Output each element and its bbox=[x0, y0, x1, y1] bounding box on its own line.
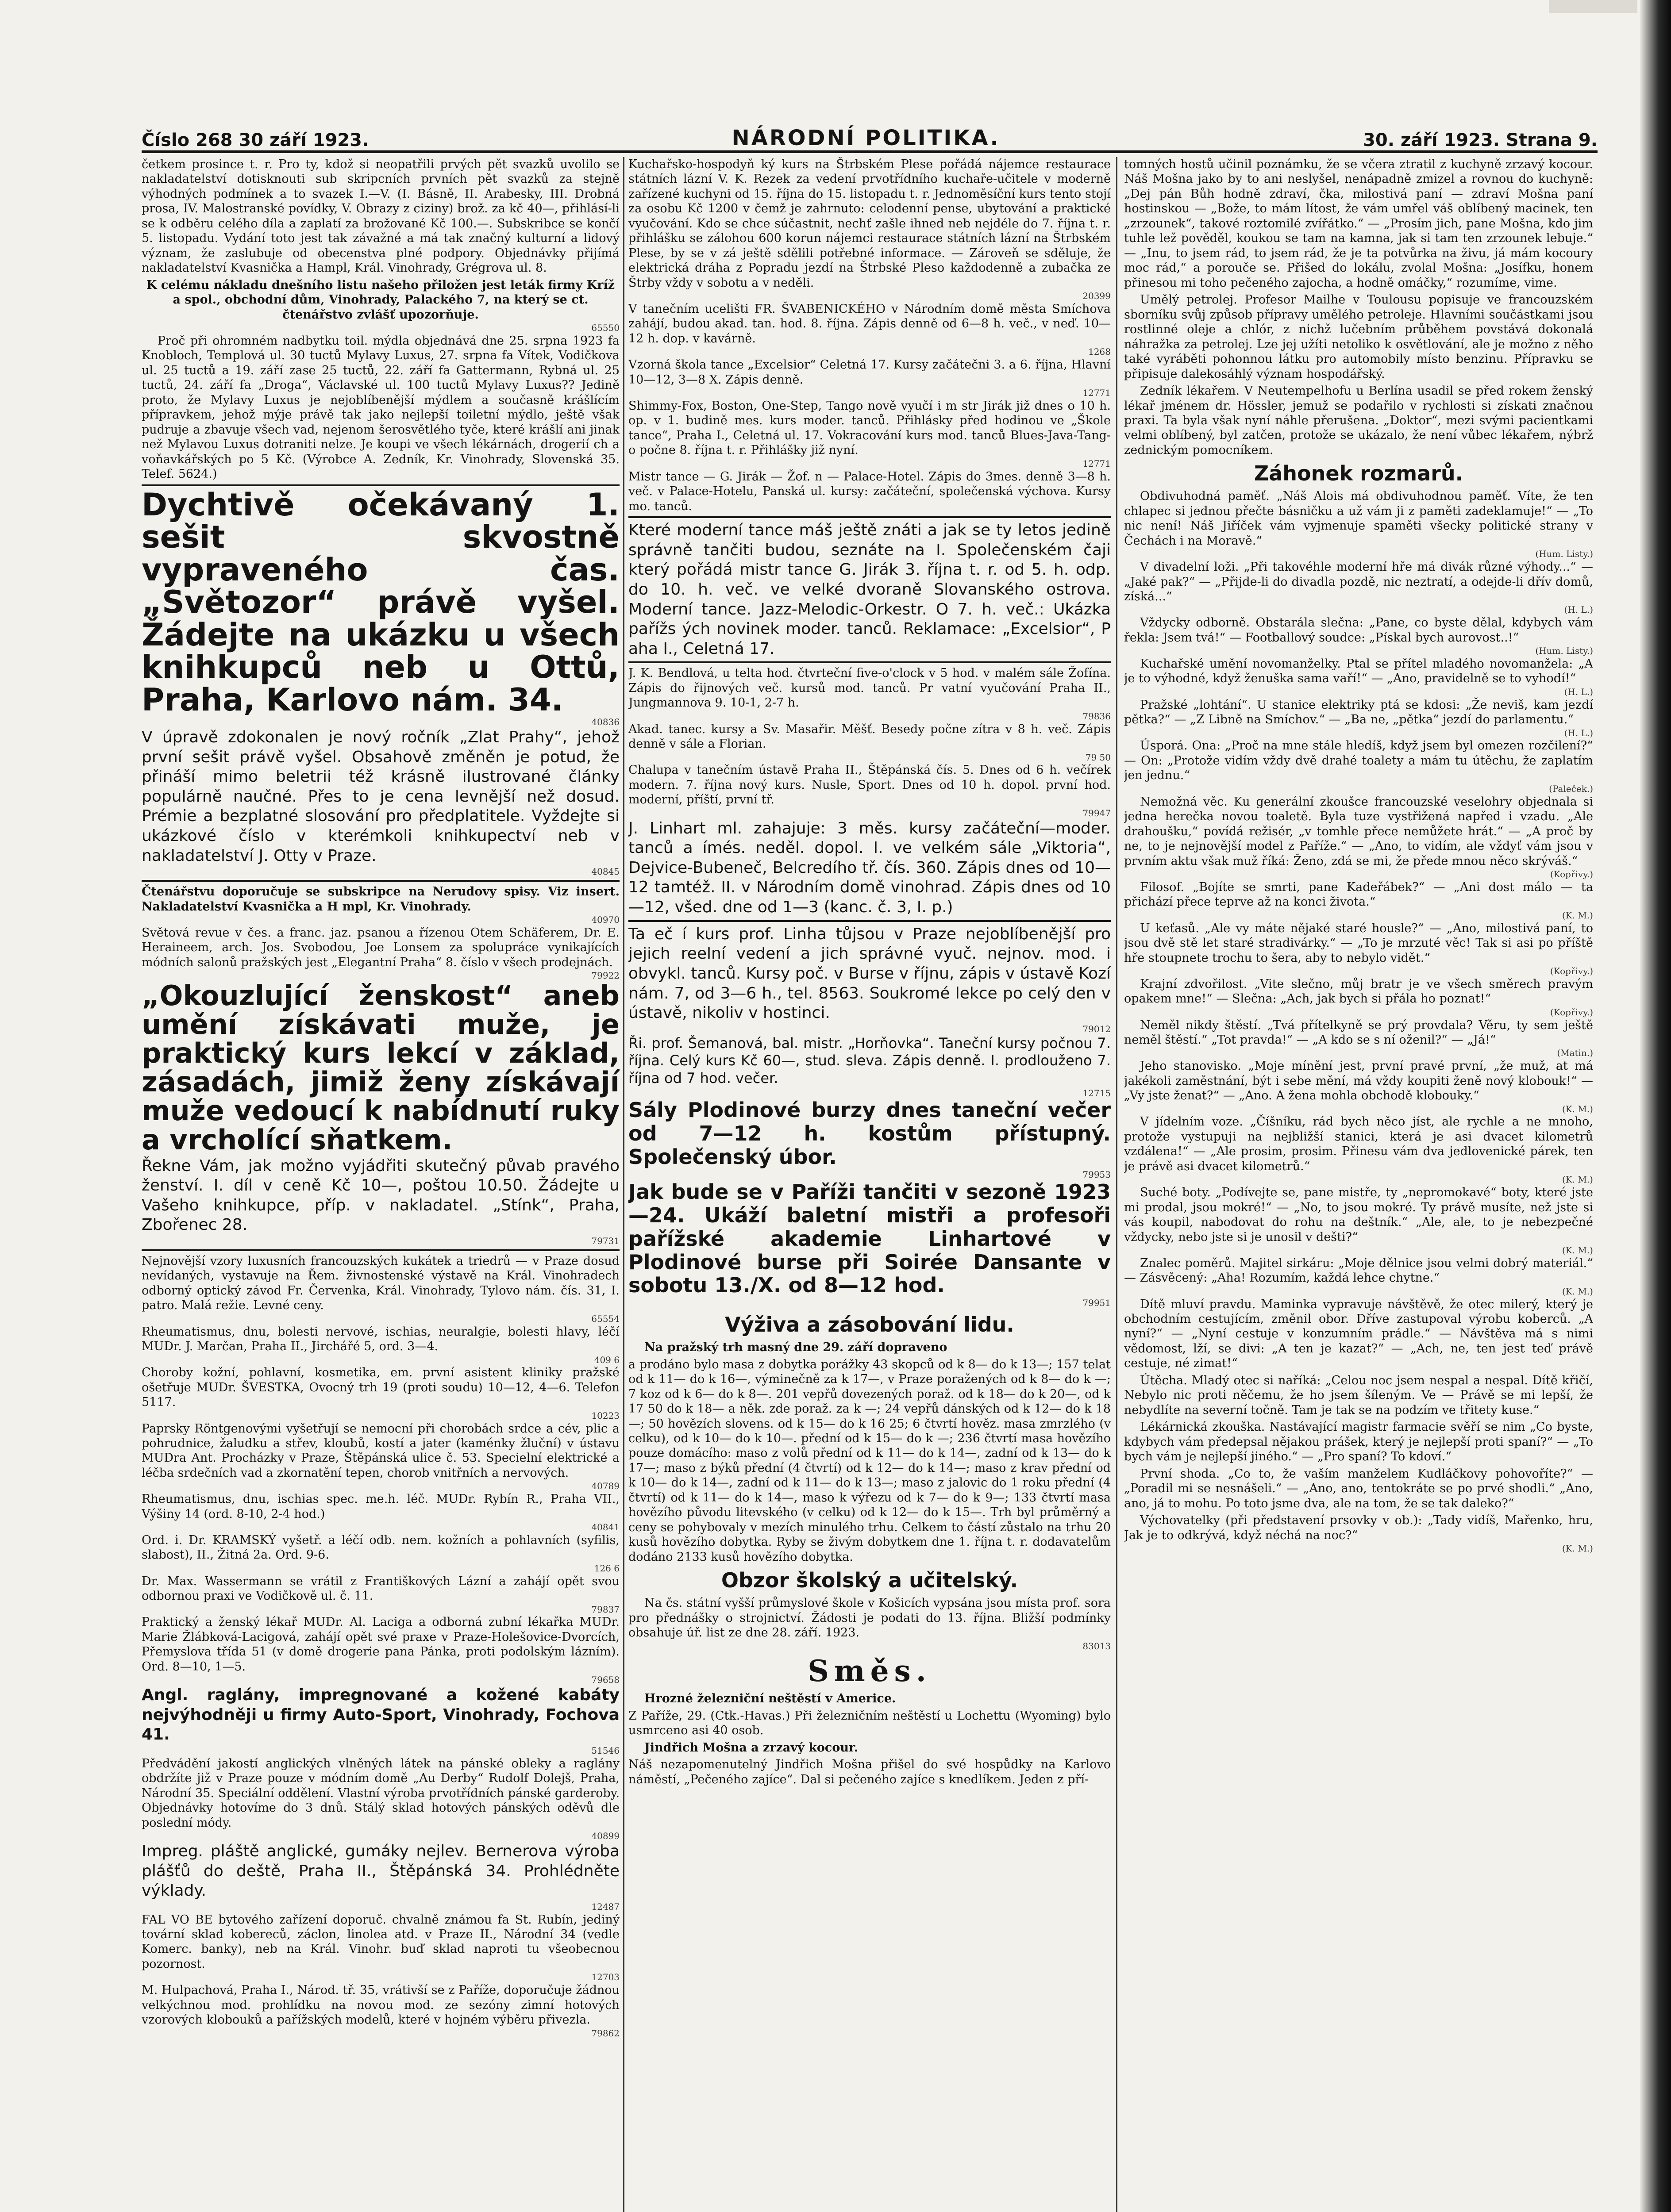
article-body-trh: a prodáno bylo masa z dobytka porážky 43 skopců od k 8— do k 13—; 157 telat od k 11— do k 16—, výminečně za k 17—, v Praze poražených od k 8— do k —; 7 koz od k 6— do k 8—. 201 vepřů dovezených poraž. od k 18— do k 20—, od k 17 50 do k 18— a něk. zde poraž. za k —; 24 vepřů dánských od k 12— do k 18—; 50 hovězích slovens. od k 15— do k 16 25; 6 čtvrtí hověz. masa zmrzlého (v celku), od k 10— do k 10—. přední od k 15— do k —; 236 čtvrtí masa hovězího pouze domácího: maso z volů přední od k 11— do k 14—, zadní od k 13— do k 17—; maso z býků přední (4 čtvrtí) od k 12— do k 14—; maso z krav přední od k 10— do k 14—, zadní od k 11— do k 13—; maso z jalovic do 1 roku přední (4 čtvrtí) od k 11— do k 14—, maso k výřezu od k 7— do k 9—; 133 čtvrtí masa hovězího původu litevského (v celku) od k 12— do k 15—. Trh byl průměrný a ceny se pohybovaly v mezích minulého trhu. Celkem to částí zůstalo na trhu 20 kusů hovězího dobytka. Ryby se živým dobytkem dne 1. října t. r. dodavatelům dodáno 2133 kusů hovězího dobytka. bbox=[628, 1357, 1111, 1564]
page-date: 30. září 1923. Strana 9. bbox=[1363, 130, 1598, 150]
ad-okouzlujici-body: Řekne Vám, jak možno vyjádřiti skutečný půvab pravého ženství. I. díl v ceně Kč 10—, poštou 10.50. Žádejte u Vašeho knihkupce, příp. v nakladatel. „Stínk“, Praha, Zbořenec 28. bbox=[142, 1156, 620, 1234]
section-heading-zahonek: Záhonek rozmarů. bbox=[1254, 461, 1463, 486]
issue-number: Číslo 268 30 září 1923. bbox=[142, 130, 369, 150]
ad-code: 65550 bbox=[591, 323, 620, 334]
joke-source: (K. M.) bbox=[1562, 1103, 1593, 1114]
joke-source: (K. M.) bbox=[1562, 1174, 1593, 1185]
article-petrolej: Umělý petrolej. Profesor Mailhe v Toulousu popisuje ve francouzském sborníku svůj způsob přípravy umělého petroleje. Hlavními součástkami jsou rostlinné oleje a chlór, z nichž lučebním průběhem povstává dokonalá náhražka za petrolej. Lze jej užíti netoliko k osvětlování, ale je možno z něho také vyráběti pohonnou látku pro automobily místo benzinu. Přípravku se připisuje dalekosáhlý význam hospodářský. bbox=[1124, 293, 1593, 381]
joke-source: (Kopřivy.) bbox=[1550, 869, 1593, 880]
ad-code: 1268 bbox=[1088, 346, 1111, 357]
divider bbox=[142, 1249, 620, 1251]
article-title-trh: Na pražský trh masný dne 29. září dopraveno bbox=[644, 1340, 947, 1355]
article-title-nestesti: Hrozné železniční neštěstí v Americe. bbox=[644, 1692, 896, 1706]
joke-nemozna: Nemožná věc. Ku generální zkoušce francouzské veselohry objednala si jedna herečka novou toaletě. Byla tuze vystřižená napřed i vzadu. „Ale drahoušku,“ povídá režisér, „v tomhle přece nemůžete hrát.“ — „A proč by ne, to je nejnovější model z Paříže.“ — „Ano, to vidím, ale vždyť vám jsou v prvním aktu však muž říká: Ženo, zdá se mi, že přede mnou něco skrýváš.“ bbox=[1124, 795, 1593, 868]
section-heading-vyziva: Výživa a zásobování lidu. bbox=[725, 1313, 1014, 1337]
section-heading-smes: Směs. bbox=[808, 1654, 932, 1689]
divider bbox=[628, 661, 1111, 663]
ad-code: 12771 bbox=[1082, 458, 1111, 469]
joke-znalec: Znalec poměrů. Majitel sirkáru: „Moje dělnice jsou velmi dobrý materiál.“ — Zásvěcený: „Aha! Rozumím, každá lehce chytne.“ bbox=[1124, 1256, 1593, 1285]
column-rule bbox=[623, 157, 624, 2212]
ad-code: 40836 bbox=[591, 717, 620, 728]
ad-code: 40899 bbox=[591, 1831, 620, 1842]
joke-suche-boty: Suché boty. „Podívejte se, pane mistře, ty „nepromokavé“ boty, které jste mi prodal, jsou mokré!“ — „No, to jsou mokré. Ty právě musíte, než jste si vás koupil, nabodovat do rohu na deštník.“ „Ale, ale, to je nebezpečné vždycky, nebo jste si je unosil v dešti?“ bbox=[1124, 1186, 1593, 1244]
article-body-nestesti: Z Paříže, 29. (Ctk.-Havas.) Při železničním neštěstí u Lochettu (Wyoming) bylo usmrceno asi 40 osob. bbox=[628, 1709, 1111, 1738]
ad-code: 79922 bbox=[591, 970, 620, 981]
joke-vychovatelky: Výchovatelky (při představení prsovky v ob.): „Tady vidíš, Mařenko, hru, Jak je to odkrývá, když néchá na noc?“ bbox=[1124, 1513, 1593, 1542]
joke-source: (Hum. Listy.) bbox=[1535, 645, 1593, 657]
ad-code: 51546 bbox=[591, 1745, 620, 1756]
ad-code: 40845 bbox=[591, 866, 620, 877]
ad-choroby: Choroby kožní, pohlavní, kosmetika, em. první asistent kliniky pražské ošetřuje MUDr. ŠVESTKA, Ovocný trh 19 (proti soudu) 10—12, 4—6. Telefon 5117. bbox=[142, 1366, 620, 1409]
ad-rybin: Rheumatismus, dnu, ischias spec. me.h. léč. MUDr. Rybín R., Praha VII., Výšiny 14 (ord. 8-10, 2-4 hod.) bbox=[142, 1492, 620, 1521]
joke-utecha: Útěcha. Mladý otec si naříká: „Celou noc jsem nespal a nespal. Dítě křičí, Nebylo nic proti něčemu, že ho jsem šíleným. Ve — Právě se mi lepší, že nebydlíte na severní točně. Tam je tak se na podzím ve třitety kuse.“ bbox=[1124, 1373, 1593, 1417]
ad-rheuma: Rheumatismus, dnu, bolesti nervové, ischias, neuralgie, bolesti hlavy, léčí MUDr. J. Marčan, Praha II., Jirchářé 5, ord. 3—4. bbox=[142, 1325, 620, 1354]
joke-stesti: Neměl nikdy štěstí. „Tvá přítelkyně se prý provdala? Věru, ty sem ještě neměl štěstí.“ „Tot pravda!“ — „A kdo se s ní oženil?“ — „Já!“ bbox=[1124, 1018, 1593, 1047]
ad-linhart: J. Linhart ml. zahajuje: 3 měs. kursy začáteční—moder. tanců a ímés. neděl. dopol. I. ve velkém sále „Viktoria“, Dejvice-Bubeneč, Belcredího tř. čís. 360. Zápis dnes od 10—12 tamtéž. II. v Národním domě vinohrad. Zápis dnes od 10—12, všed. dne od 1—3 (kanc. č. 3, I. p.) bbox=[628, 819, 1111, 917]
ad-code: 79947 bbox=[1082, 807, 1111, 818]
newspaper-title: NÁRODNÍ POLITIKA. bbox=[732, 126, 1000, 150]
article-zednik: Zedník lékařem. V Neutempelhofu u Berlína usadil se před rokem ženský lékař jménem dr. Hössler, jemuž se podařilo v rychlosti si získati značnou praxi. Ta byla však nyní náhle přerušena. „Doktor“, mezi svými pacientkami velmi oblíbený, byl zatčen, protože se ukázalo, že není vůbec lékařem, nýbrž zednickým pomocníkem. bbox=[1124, 384, 1593, 457]
joke-odborne: Vždycky odborně. Obstarála slečna: „Pane, co byste dělal, kdybych vám řekla: Jsem tvá!“ — Footballový soudce: „Pískal bych aurovost..!“ bbox=[1124, 616, 1593, 645]
ad-spolecensky-caj: Které moderní tance máš ještě znáti a jak se ty letos jedině správně tančiti budou, seznáte na I. Společenském čaji který pořádá mistr tance G. Jirák 3. října t. r. od 5. h. odp. do 10. h. več. ve velké dvoraně Slovanského ostrova. Moderní tance. Jazz-Melodic-Orkestr. O 7. h. več.: Ukázka pařížs ých novinek moder. tanců. Reklamace: „Excelsior“, P aha I., Celetná 17. bbox=[628, 521, 1111, 658]
joke-jidelni-voz: V jídelním voze. „Číšníku, rád bych něco jíst, ale rychle a ne mnoho, protože vystupuji na nejbližší stanici, která je asi dvacet kilometrů vzdálena!“ — „Ale prosim, prosim. Přinesu vám dva jedlovenické párek, ten je právě asi dvacet kilometrů.“ bbox=[1124, 1115, 1593, 1173]
ad-rubin: FAL VO BE bytového zařízení doporuč. chvalně známou fa St. Rubín, jediný tovární sklad kobereců, záclon, linolea atd. v Praze II., Národní 34 (vedle Komerc. banky), neb na Král. Vinohr. buď sklad naproti tu všeobecnou pozornost. bbox=[142, 1912, 620, 1971]
ad-okouzlujici-headline: „Okouzlující ženskost“ aneb umění získávati muže, je praktický kurs lekcí v základ, zásadách, jimiž ženy získávají muže vedoucí k nabídnutí ruky a vrcholící sňatkem. bbox=[142, 979, 620, 1156]
ad-code: 12715 bbox=[1082, 1087, 1111, 1098]
joke-source: (K. M.) bbox=[1562, 1543, 1593, 1554]
joke-stanovisko: Jeho stanovisko. „Moje mínění jest, první pravé první, „že muž, at má jakékoli zaměstnání, být i sebe mění, má vždy koupiti ženě nový klobouk!“ — „Vy jste ženat?“ — „Ano. A žena mohla obchodě klobouky.“ bbox=[1124, 1059, 1593, 1103]
ad-revue: Světová revue v čes. a franc. jaz. psanou a řízenou Otem Schäferem, Dr. E. Heraineem, arch. Jos. Svobodou, Joe Lonsem za spolupráce vynikajících módních salonů pražských jest „Elegantní Praha“ 8. číslo v všech prodejnách. bbox=[142, 926, 620, 969]
scan-edge bbox=[1640, 0, 1671, 2212]
article-title-mosna: Jindřich Mošna a zrzavý kocour. bbox=[644, 1740, 859, 1755]
joke-ketasu: U keťasů. „Ale vy máte nějaké staré housle?“ — „Ano, milostivá paní, to jsou dvě stě let staré stradivárky.“ — „To je mrzuté věc! Tak si asi po příště hře stoupnete trochu to šera, aby to nebylo vidět.“ bbox=[1124, 921, 1593, 965]
ad-code: 409 6 bbox=[594, 1354, 620, 1365]
article-body-mosna: Náš nezapomenutelný Jindřich Mošna přišel do své hospůdky na Karlovo náměstí, „Pečeného zajíce“. Dal si pečeného zajíce s knedlíkem. Jeden z pří- bbox=[628, 1758, 1111, 1786]
joke-source: (Kopřivy.) bbox=[1550, 965, 1593, 976]
article-mosna-cont: tomných hostů učinil poznámku, že se včera ztratil z kuchyně zrzavý kocour. Náš Mošna jako by to ani neslyšel, nenápadně zmizel a rovnou do kuchyně: „Dej pán Bůh hodně zdraví, čka, milostivá paní — zdraví Mošna paní hostinskou — „Bože, to mám lítost, že vám umřel váš oblíbený macinek, ten „zrzounek“, takové roztomilé zvířátko.“ — „Prosím jich, pane Mošna, kdo jim tuhle lež pověděl, koukou se tam na kamna, jak si tam ten zrzounek lebuje.“ — „Inu, to jsem rád, to jsem rád, že je ta potvůrka na živu, já mám kocoury moc rád,“ a porouče se. Přišed do lokálu, zvolal Mošna: „Josífku, honem přinesou mi toho pečeného zajocha, a hodně omáčky,“ rozumíme, vime. bbox=[1124, 157, 1593, 290]
joke-zdvorilost: Krajní zdvořilost. „Vite slečno, můj bratr je ve všech směrech pravým opakem mne!“ — Slečna: „Ach, jak bych si přála ho poznat!“ bbox=[1124, 977, 1593, 1006]
ad-code: 79953 bbox=[1082, 1169, 1111, 1180]
joke-source: (K. M.) bbox=[1562, 1244, 1593, 1256]
ad-raglany: Angl. raglány, impregnované a kožené kabáty nejvýhodněji u firmy Auto-Sport, Vinohrady, Fochova 41. bbox=[142, 1686, 620, 1744]
ad-code: 40789 bbox=[591, 1481, 620, 1492]
scan-artifact bbox=[1549, 0, 1637, 13]
ad-akad-tanec: Akad. tanec. kursy a Sv. Masařir. Měšť. Besedy počne zítra v 8 h. več. Zápis denně v sále a Florian. bbox=[628, 722, 1111, 751]
divider bbox=[628, 920, 1111, 922]
ad-wassermann: Dr. Max. Wassermann se vrátil z Františkových Lázní a zahájí opět svou odbornou praxi ve Vodičkově ul. č. 11. bbox=[142, 1574, 620, 1603]
joke-lohtani: Pražské „lohtání“. U stanice elektriky ptá se kdosi: „Že neviš, kam jezdí pětka?“ — „Z Libně na Smíchov.“ — „Ba ne, „pětka“ jezdí do parlamentu.“ bbox=[1124, 698, 1593, 727]
divider bbox=[142, 484, 620, 486]
ad-pariz-tanec: Jak bude se v Paříži tančiti v sezoně 1923—24. Ukáží baletní mistři a profesoři pařížské akademie Linhartové v Plodinové burse při Soirée Dansante v sobotu 13./X. od 8—12 hod. bbox=[628, 1179, 1111, 1298]
ad-excelsior: Vzorná škola tance „Excelsior“ Celetná 17. Kursy začátečni 3. a 6. října, Hlavní 10—12, 3—8 X. Zápis denně. bbox=[628, 358, 1111, 387]
ad-code: 40970 bbox=[591, 914, 620, 926]
divider bbox=[628, 516, 1111, 518]
ad-code: 79837 bbox=[591, 1604, 620, 1615]
ad-code: 12703 bbox=[591, 1972, 620, 1983]
ad-code: 79731 bbox=[591, 1236, 620, 1247]
ad-code: 79012 bbox=[1082, 1023, 1111, 1034]
column-middle bbox=[628, 157, 1111, 2212]
ad-shimmy: Shimmy-Fox, Boston, One-Step, Tango nově vyučí i m str Jirák již dnes o 10 h. op. v 1. budině mes. kurs moder. tanců. Přihlásky před hodinou ve „Škole tance“, Praha I., Celetná ul. 17. Vokracování kurs mod. tanců Blues-Java-Tang-o počne 8. října t. r. Přihlášky již nyní. bbox=[628, 399, 1111, 457]
ad-code: 83013 bbox=[1082, 1640, 1111, 1651]
ad-bendlova: J. K. Bendlová, u telta hod. čtvrteční five-o'clock v 5 hod. v malém sále Žofína. Zápis do řijnových več. kursů mod. tanců. Pr vatní vyučování Praha II., Jungmannova 9. 10-1, 2-7 h. bbox=[628, 666, 1111, 710]
column-left bbox=[142, 157, 620, 2212]
ad-code: 10223 bbox=[591, 1410, 620, 1421]
ad-chalupa: Chalupa v tanečním ústavě Praha II., Štěpánská čís. 5. Dnes od 6 h. večírek modern. 7. října nový kurs. Nusle, Sport. Dnes od 10 h. dopol. první hod. moderní, příští, první tř. bbox=[628, 763, 1111, 807]
joke-source: (K. M.) bbox=[1562, 1286, 1593, 1297]
joke-dite: Dítě mluví pravdu. Maminka vypravuje návštěvě, že otec milerý, který je obchodním cestujícím, změnil obor. Dříve zastupoval výrobu koberců. „A nyní?“ — „Nyní cestuje v konzumním prádle.“ — Návštěva má s nimi vědomost, lží, se divi: „A ten je kazat?“ — „Ach, ne, ten jest teď právě cestuje, né zimat!“ bbox=[1124, 1297, 1593, 1371]
ad-code: 79951 bbox=[1082, 1298, 1111, 1309]
header-rule bbox=[142, 150, 1598, 153]
joke-kucharske: Kuchařské umění novomanželky. Ptal se přítel mladého novomanžela: „A je to výhodné, když ženuška sama vaří!“ — „Ano, pravidelně se to vyhodí!“ bbox=[1124, 657, 1593, 686]
ad-zlata-praha: V úpravě zdokonalen je nový ročník „Zlat Prahy“, jehož první sešit právě vyšel. Obsahově změněn je potud, že přináší mimo beletrii též krásně ilustrované články populárně naučné. Přes to je cena levnější než dosud. Prémie a bezplatné slosování pro předplatitele. Vyždejte si ukázkové číslo v kterémkoli knihkupectví neb v nakladatelství J. Otty v Praze. bbox=[142, 728, 620, 865]
masthead bbox=[142, 119, 1598, 150]
ad-code: 12487 bbox=[591, 1901, 620, 1912]
ad-plodinova-burza: Sály Plodinové burzy dnes taneční večer od 7—12 h. kostům přístupný. Společenský úbor. bbox=[628, 1098, 1111, 1169]
joke-source: (Matin.) bbox=[1557, 1048, 1593, 1059]
joke-filosof: Filosof. „Bojíte se smrti, pane Kadeřábek?“ — „Ani dost málo — ta přichází přece teprve až na konci života.“ bbox=[1124, 880, 1593, 909]
ad-code: 79658 bbox=[591, 1674, 620, 1686]
joke-loze: V divadelní loži. „Při takovéhle moderní hře má divák různé výhody...“ — „Jaké pak?“ — „Přijde-li do divadla pozdě, nic neztratí, a odejde-li dřív domů, získá...“ bbox=[1124, 560, 1593, 604]
ad-optika: Nejnovější vzory luxusních francouzských kukátek a triedrů — v Praze dosud nevídaných, vystavuje na Řem. živnostenské výstavě na Král. Vinohradech odborný optický závod Fr. Červenka, Král. Vinohrady, Tylovo nám. čís. 31, I. patro. Malá režie. Levné ceny. bbox=[142, 1254, 620, 1313]
ad-derby: Předvádění jakostí anglických vlněných látek na pánské obleky a raglány obdržíte již v Praze pouze v módním domě „Au Derby“ Rudolf Dolejš, Praha, Národní 35. Speciální oddělení. Vlastní výroba prvotřídních pánské garderoby. Objednávky hotovíme do 3 dnů. Stálý sklad hotových pánských oděvů dle poslední módy. bbox=[142, 1756, 620, 1830]
divider bbox=[142, 880, 620, 882]
joke-source: (H. L.) bbox=[1564, 604, 1593, 615]
joke-lekarnicka: Lékárnická zkouška. Nastávající magistr farmacie svěří se nim „Co byste, kdybych vám předepsal nějakou prášek, který je nejlepší proti spaní?“ — „To bych vám je nejlepší jiného.“ — „Pro spaní? To kdoví.“ bbox=[1124, 1420, 1593, 1464]
joke-source: (Paleček.) bbox=[1549, 783, 1593, 794]
article-obzor: Na čs. státní vyšší průmyslové škole v Košicích vypsána jsou místa prof. sora pro přednášky o strojnictví. Žádosti je podati do 13. října. Bližší podmínky obsahuje úř. list ze dne 28. září. 1923. bbox=[628, 1596, 1111, 1640]
ad-laciga: Praktický a ženský lékař MUDr. Al. Laciga a odborná zubní lékařka MUDr. Marie Žlábková-Lacigová, zahájí opět své praxe v Praze-Holešovice-Dvorcích, Přemyslova třída 51 (v domě drogerie pana Pánka, proti podolským lázním). Ord. 8—10, 1—5. bbox=[142, 1615, 620, 1674]
ad-rontgen: Paprsky Röntgenovými vyšetřují se nemocní při chorobách srdce a cév, plic a pohrudnice, žaludku a střev, kloubů, kostí a jater (kaménky žluční) v ústavu MUDra Ant. Procházky v Praze, Štěpánská ulice č. 53. Specielní elektrické a léčba srdečních vad a zkornatění tepen, chorob vnitřních a nervových. bbox=[142, 1421, 620, 1480]
joke-uspora: Úsporá. Ona: „Proč na mne stále hledíš, když jsem byl omezen rozčilení?“ — On: „Protože vidím vždy dvě drahé toalety a mám tu útěchu, že zaplatím jen jednu.“ bbox=[1124, 739, 1593, 783]
joke-source: (Hum. Listy.) bbox=[1535, 549, 1593, 560]
ad-code: 126 6 bbox=[594, 1563, 620, 1574]
article-subscription: četkem prosince t. r. Pro ty, kdož si neopatřili prvých pět svazků uvolilo se nakladatelství dotisknouti sub skripcních prvních pět svazků za stejně výhodných podmínek a to svazek I.—V. (I. Básně, II. Arabesky, III. Drobná prosa, IV. Malostranské povídky, V. Obrazy z ciziny) brož. za kč 40—, přihlásí-li se k odběru celého díla a zaplatí za brožované Kč 100.—. Subskribce se končí 5. listopadu. Vydání toto jest tak závažné a má tak značný kulturní a lidový význam, že zaslubuje od obecenstva plné podpory. Objednávky přijímá nakladatelství Kvasnička a Hampl, Král. Vinohrady, Grégrova ul. 8. bbox=[142, 157, 620, 275]
joke-pamet: Obdivuhodná paměť. „Náš Alois má obdivuhodnou paměť. Víte, že ten chlapec si jednou přečte básničku a už vám ji z paměti zadeklamuje!“ — „To nic není! Náš Jiříček vám vyjmenuje spaměti všecky politické strany v Čechách i na Moravě.“ bbox=[1124, 489, 1593, 548]
joke-source: (K. M.) bbox=[1562, 910, 1593, 921]
section-heading-obzor: Obzor školský a učitelský. bbox=[721, 1568, 1018, 1593]
notice-insert: K celému nákladu dnešního listu našeho přiložen jest leták firmy Kríž a spol., obchodní dům, Vinohrady, Palackého 7, na který se ct. čtenářstvo zvlášť upozorňuje. bbox=[146, 278, 615, 322]
ad-code: 79836 bbox=[1082, 710, 1111, 722]
ad-code: 20399 bbox=[1082, 291, 1111, 302]
ad-soap: Proč při ohromném nadbytku toil. mýdla objednává dne 25. srpna 1923 fa Knobloch, Templová ul. 30 tuctů Mylavy Luxus, 27. srpna fa Vítek, Vodičkova ul. 25 tuctů a 19. září zase 25 tuctů, 22. září fa Gattermann, Rybná ul. 25 tuctů, 24. září fa „Droga“, Václavské ul. 100 tuctů Mylavy Luxus?? Jedině proto, že Mylavy Luxus je nejoblíbenější mýdlem a současně krášlícím přípravkem, jehož mýje právě tak jako nejlepší toiletní mýdlo, ještě však pudruje a zbavuje všech vad, nejenom šerosvětlého tyče, které krášlí ani jinak než Mylavou Luxus dotraniti nelze. Je koupi ve všech lékárnách, drogerií ch a voňavkářských po 5 Kč. (Výrobce A. Zedník, Kr. Vinohrady, Slovenská 35. Telef. 5624.) bbox=[142, 334, 620, 481]
ad-plaste: Impreg. pláště anglické, gumáky nejlev. Bernerova výroba plášťů do deště, Praha II., Štěpánská 34. Prohlédněte výklady. bbox=[142, 1842, 620, 1900]
ad-code: 12771 bbox=[1082, 388, 1111, 399]
joke-source: (H. L.) bbox=[1564, 727, 1593, 738]
ad-code: 79 50 bbox=[1085, 752, 1111, 763]
ad-neruda: Čtenářstvu doporučuje se subskripce na Nerudovy spisy. Viz insert. Nakladatelství Kvasnička a H mpl, Kr. Vinohrady. bbox=[142, 885, 620, 914]
joke-prvni-shoda: První shoda. „Co to, že vaším manželem Kudláčkovy pohovoříte?“ — „Poradil mi se nesnášeli.“ — „Ano, ano, tentokráte se po prvé shodli.“ „Ano, ano, já to mohu. Po toto jsme dva, ale na tom, že se tak daleko?“ bbox=[1124, 1467, 1593, 1510]
ad-linha: Ta eč í kurs prof. Linha tůjsou v Praze nejoblíbenější pro jejich reelní vedení a jich správné vyuč. nejnov. mod. i obvykl. tanců. Kursy poč. v Burse v říjnu, zápis v ústavě Kozí nám. 7, od 3—6 h., tel. 8563. Soukromé lekce po celý den v ústavě, nikoliv v hostinci. bbox=[628, 925, 1111, 1022]
ad-code: 40841 bbox=[591, 1522, 620, 1533]
column-right bbox=[1124, 157, 1593, 2212]
joke-source: (Kopřivy.) bbox=[1550, 1006, 1593, 1018]
ad-semanova: Ři. prof. Šemanová, bal. mistr. „Horňovka“. Taneční kursy počnou 7. října. Celý kurs Kč 60—, stud. sleva. Zápis denně. I. prodlouženo 7. října od 7 hod. večer. bbox=[628, 1034, 1111, 1087]
ad-kramsky: Ord. i. Dr. KRAMSKÝ vyšetř. a léčí odb. nem. kožních a pohlavních (syfilis, slabost), II., Žitná 2a. Ord. 9-6. bbox=[142, 1533, 620, 1562]
ad-mistr-tance: Mistr tance — G. Jirák — Žof. n — Palace-Hotel. Zápis do 3mes. denně 3—8 h. več. v Palace-Hotelu, Panská ul. kursy: začáteční, společenská výchova. Kursy mo. tanců. bbox=[628, 469, 1111, 513]
column-rule bbox=[1116, 157, 1117, 2212]
ad-code: 79862 bbox=[591, 2028, 620, 2039]
ad-svetozor: Dychtivě očekávaný 1. sešit skvostně vypraveného čas. „Světozor“ právě vyšel. Žádejte na ukázku u všech knihkupců neb u Ottů, Praha, Karlovo nám. 34. bbox=[142, 486, 620, 718]
joke-source: (H. L.) bbox=[1564, 686, 1593, 697]
ad-hulpachova: M. Hulpachová, Praha I., Národ. tř. 35, vrátivší se z Paříže, doporučuje žádnou velkýchnou mod. prohlídku na novou mod. ze sezóny zimní hotových vzorových klobouků a pařížských modelů, které v hojném výběru přivezla. bbox=[142, 1983, 620, 2027]
ad-svabenicky: V tanečním ucelišti FR. ŠVABENICKÉHO v Národním domě města Smíchova zahájí, budou akad. tan. hod. 8. října. Zápis denně od 6—8 h. več., v neď. 10—12 h. dop. v kavárně. bbox=[628, 302, 1111, 346]
ad-code: 65554 bbox=[591, 1313, 620, 1324]
ad-kucharsky-kurs: Kuchařsko-hospodyň ký kurs na Štrbském Plese pořádá nájemce restaurace státních lázní V. K. Rezek za vedení prvotřídního kuchaře-učitele v moderně zařízené kuchyni od 15. října do 15. listopadu t. r. Jednoměsíční kurs tento stojí za osobu Kč 1200 v čemž je zahrnuto: celodenní pense, ubytování a praktické vyučování. Kdo se chce súčastnit, nechť zašle ihned neb nejdéle do 7. října t. r. přihlášku se zálohou 600 korun nájemci restaurace státních lázní na Štrbském Plese, by se v zá ještě sdělili potřebné informace. — Zároveň se sděluje, že elektrická dráha z Popradu jezdí na Štrbské Pleso každodenně a zubačka ze Štrby vždy v sobotu a v neděli. bbox=[628, 157, 1111, 290]
